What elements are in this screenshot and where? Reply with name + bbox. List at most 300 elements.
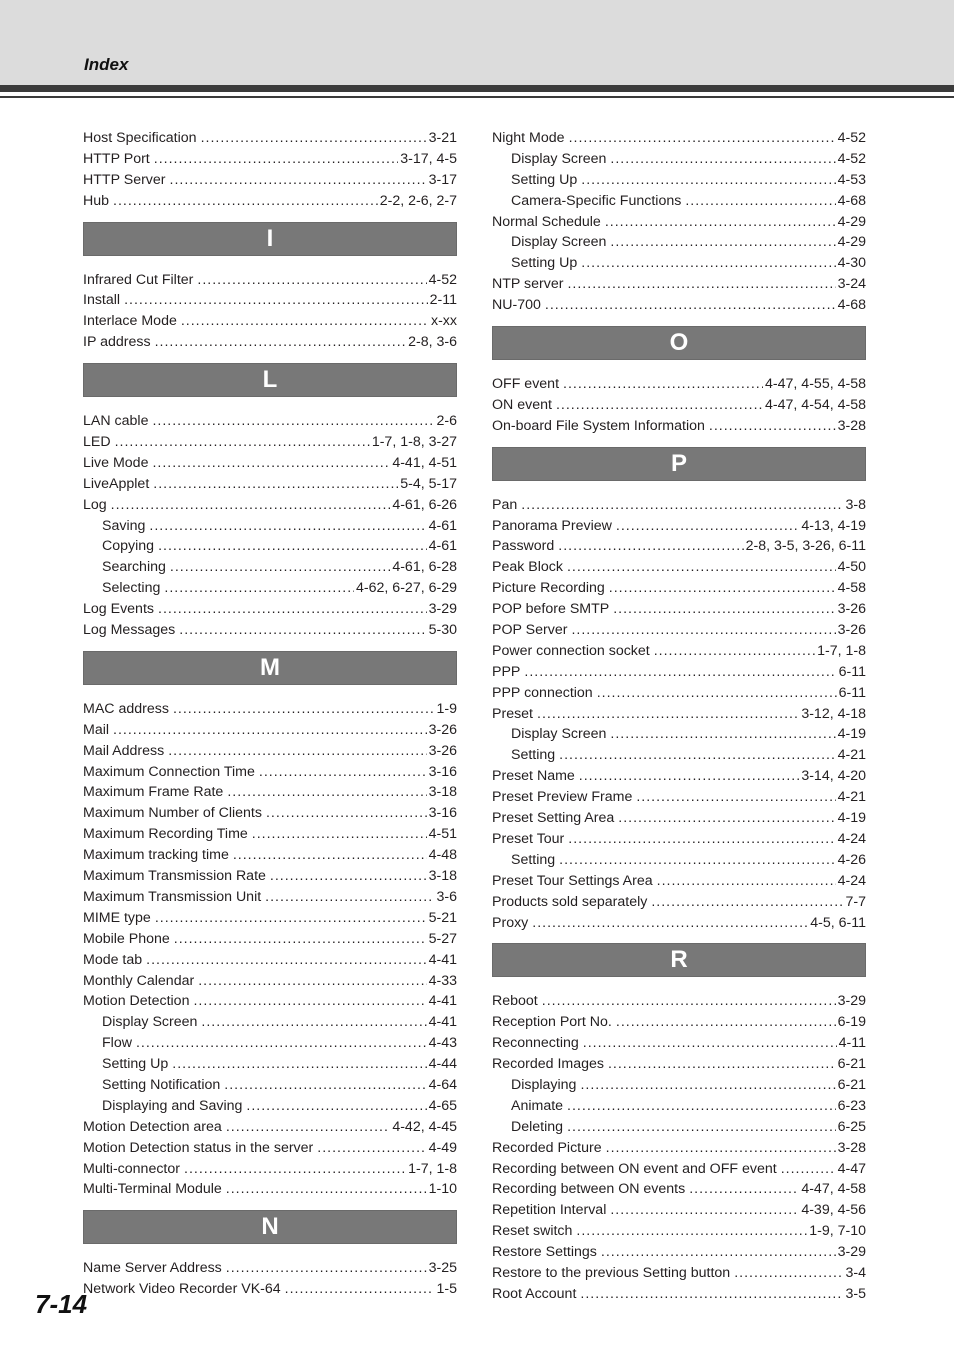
dot-leader [113, 720, 427, 741]
entry-pages: 3-17 [428, 171, 457, 188]
index-entry [492, 495, 866, 516]
index-entry [492, 1054, 866, 1075]
dot-leader [556, 395, 763, 416]
index-entry [83, 824, 457, 845]
dot-leader [113, 191, 378, 212]
entry-pages: 3-18 [428, 868, 457, 885]
dot-leader [542, 991, 836, 1012]
entry-pages: 3-28 [837, 1139, 866, 1156]
entry-pages: 6-23 [837, 1097, 866, 1114]
entry-term: Preset Tour Settings Area [492, 872, 653, 889]
index-entry [83, 599, 457, 620]
index-entry [83, 1159, 457, 1180]
entry-pages: 3-18 [428, 784, 457, 801]
entry-term: Reception Port No. [492, 1014, 612, 1031]
dot-leader [155, 908, 427, 929]
entry-term: MAC address [83, 700, 169, 717]
entry-term: Power connection socket [492, 642, 650, 659]
dot-leader [583, 1033, 837, 1054]
index-entry [83, 290, 457, 311]
index-subentry [492, 1075, 866, 1096]
entry-pages: 4-61, 6-26 [392, 496, 457, 513]
entry-term: PPP [492, 663, 521, 680]
entry-pages: 4-42, 4-45 [392, 1118, 457, 1135]
entry-pages: 4-47, 4-58 [801, 1181, 866, 1198]
entry-term: Preset Preview Frame [492, 789, 633, 806]
index-entry [492, 1033, 866, 1054]
index-column-left [83, 128, 457, 1300]
index-entry [492, 1138, 866, 1159]
index-entry [492, 516, 866, 537]
entry-term: Install [83, 292, 121, 309]
entry-term: Maximum Recording Time [83, 826, 248, 843]
index-entry [492, 416, 866, 437]
entry-term: Display Screen [511, 150, 607, 167]
index-entry [492, 578, 866, 599]
dot-leader [136, 1033, 427, 1054]
dot-leader [174, 929, 427, 950]
entry-term: Displaying [511, 1076, 577, 1093]
dot-leader [521, 495, 843, 516]
entry-pages: 3-29 [837, 1244, 866, 1261]
entry-pages: 4-24 [837, 830, 866, 847]
entry-pages: 4-13, 4-19 [801, 517, 866, 534]
entry-term: Setting Up [102, 1056, 169, 1073]
index-entry [492, 620, 866, 641]
dot-leader [224, 1075, 426, 1096]
index-entry [83, 929, 457, 950]
dot-leader [545, 295, 836, 316]
dot-leader [580, 1284, 843, 1305]
index-entry [492, 641, 866, 662]
entry-term: Pan [492, 496, 518, 513]
index-subentry [83, 1096, 457, 1117]
index-entry [492, 991, 866, 1012]
index-entry [492, 1200, 866, 1221]
entry-term: Animate [511, 1097, 564, 1114]
entry-pages: 1-9 [436, 700, 457, 717]
dot-leader [155, 332, 407, 353]
index-entry [83, 866, 457, 887]
entry-pages: 4-50 [837, 559, 866, 576]
entry-term: Setting [511, 747, 556, 764]
dot-leader [173, 699, 435, 720]
entry-term: POP Server [492, 622, 568, 639]
entry-pages: 3-24 [837, 276, 866, 293]
dot-leader [609, 578, 836, 599]
entry-pages: 3-26 [428, 721, 457, 738]
dot-leader [563, 374, 763, 395]
dot-leader [233, 845, 427, 866]
index-entry [492, 1242, 866, 1263]
entry-pages: 4-41, 4-51 [392, 454, 457, 471]
entry-pages: 4-39, 4-56 [801, 1202, 866, 1219]
entry-term: OFF event [492, 376, 560, 393]
entry-term: Maximum tracking time [83, 847, 229, 864]
index-entry [83, 332, 457, 353]
dot-leader [734, 1263, 843, 1284]
dot-leader [197, 270, 426, 291]
dot-leader [567, 557, 836, 578]
entry-pages: 4-52 [837, 150, 866, 167]
index-entry [83, 128, 457, 149]
index-entry [83, 1179, 457, 1200]
entry-term: Mail [83, 721, 110, 738]
dot-leader [610, 724, 835, 745]
dot-leader [152, 453, 390, 474]
entry-pages: 1-7, 1-8 [408, 1160, 457, 1177]
entry-term: Panorama Preview [492, 517, 612, 534]
dot-leader [226, 1117, 391, 1138]
index-entry [492, 704, 866, 725]
entry-pages: 4-44 [428, 1056, 457, 1073]
entry-term: Normal Schedule [492, 213, 601, 230]
entry-term: Night Mode [492, 130, 565, 146]
index-entry [492, 787, 866, 808]
dot-leader [606, 1138, 836, 1159]
index-entry [492, 295, 866, 316]
index-entry [83, 474, 457, 495]
entry-term: Restore to the previous Setting button [492, 1264, 731, 1281]
dot-leader [610, 232, 835, 253]
section-letter-o: O [492, 326, 866, 360]
entry-term: Setting Up [511, 171, 578, 188]
index-subentry [83, 578, 457, 599]
entry-pages: 1-5 [436, 1281, 457, 1298]
entry-term: Peak Block [492, 559, 563, 576]
dot-leader [226, 1258, 427, 1279]
index-entry [83, 311, 457, 332]
entry-term: Interlace Mode [83, 313, 177, 330]
entry-pages: 4-47, 4-55, 4-58 [765, 376, 866, 393]
index-entry [492, 913, 866, 934]
index-entry [83, 149, 457, 170]
index-subentry [83, 536, 457, 557]
index-entry [83, 191, 457, 212]
entry-pages: 6-25 [837, 1118, 866, 1135]
dot-leader [115, 432, 370, 453]
dot-leader [651, 892, 843, 913]
entry-term: Preset Name [492, 768, 575, 785]
dot-leader [164, 578, 354, 599]
entry-pages: 3-26 [837, 601, 866, 618]
index-entry [83, 782, 457, 803]
index-subentry [83, 1012, 457, 1033]
entry-term: Display Screen [102, 1014, 198, 1031]
dot-leader [226, 1179, 427, 1200]
entry-pages: 3-17, 4-5 [400, 150, 457, 167]
index-subentry [492, 232, 866, 253]
entry-pages: 5-27 [428, 930, 457, 947]
dot-leader [654, 641, 815, 662]
entry-term: Searching [102, 559, 166, 576]
entry-pages: 4-21 [837, 789, 866, 806]
entry-term: Motion Detection [83, 993, 190, 1010]
entry-pages: 4-64 [428, 1076, 457, 1093]
dot-leader [709, 416, 836, 437]
section-letter-n: N [83, 1210, 457, 1244]
index-entry [83, 170, 457, 191]
dot-leader [568, 829, 835, 850]
dot-leader [317, 1138, 426, 1159]
index-entry [492, 212, 866, 233]
entry-term: Network Video Recorder VK-64 [83, 1281, 281, 1298]
dot-leader [168, 741, 426, 762]
entry-term: Infrared Cut Filter [83, 271, 194, 288]
dot-leader [252, 824, 427, 845]
entry-term: Repetition Interval [492, 1202, 607, 1219]
header-title: Index [84, 55, 129, 74]
index-entry [83, 762, 457, 783]
dot-leader [605, 212, 836, 233]
entry-pages: 5-21 [428, 909, 457, 926]
dot-leader [559, 745, 835, 766]
entry-pages: 6-21 [837, 1056, 866, 1073]
index-entry [83, 950, 457, 971]
index-entry [83, 620, 457, 641]
entry-pages: 4-48 [428, 847, 457, 864]
index-entry [83, 1279, 457, 1300]
entry-pages: 4-29 [837, 234, 866, 251]
index-subentry [492, 253, 866, 274]
dot-leader [265, 887, 434, 908]
entry-pages: 5-30 [428, 622, 457, 639]
entry-pages: 1-10 [428, 1181, 457, 1198]
entry-pages: 4-47, 4-54, 4-58 [765, 396, 866, 413]
dot-leader [227, 782, 426, 803]
index-entry [83, 411, 457, 432]
index-entry [492, 1263, 866, 1284]
index-subentry [83, 516, 457, 537]
index-entry [83, 803, 457, 824]
entry-pages: 4-19 [837, 726, 866, 743]
entry-pages: 3-6 [436, 888, 457, 905]
page-number: 7-14 [35, 1289, 88, 1319]
entry-term: Picture Recording [492, 580, 605, 597]
index-entry [83, 741, 457, 762]
index-entry [492, 395, 866, 416]
dot-leader [193, 991, 426, 1012]
entry-term: Motion Detection area [83, 1118, 222, 1135]
index-entry [492, 374, 866, 395]
entry-term: Reset switch [492, 1223, 573, 1240]
entry-term: Log [83, 496, 107, 513]
entry-term: Setting [511, 851, 556, 868]
entry-term: Hub [83, 192, 110, 209]
dot-leader [259, 762, 427, 783]
entry-pages: 6-19 [837, 1014, 866, 1031]
entry-pages: 1-7, 1-8 [817, 642, 866, 659]
entry-pages: 4-65 [428, 1097, 457, 1114]
dot-leader [537, 704, 799, 725]
section-letter-m: M [83, 651, 457, 685]
dot-leader [172, 1054, 426, 1075]
entry-term: Log Messages [83, 622, 176, 639]
dot-leader [610, 149, 835, 170]
page-header [0, 0, 954, 85]
entry-term: Selecting [102, 580, 161, 597]
entry-pages: 3-28 [837, 417, 866, 434]
entry-term: NU-700 [492, 297, 541, 314]
entry-term: Recorded Picture [492, 1139, 602, 1156]
entry-pages: 4-11 [838, 1035, 866, 1052]
dot-leader [608, 1054, 836, 1075]
index-entry [492, 829, 866, 850]
index-entry [83, 991, 457, 1012]
entry-term: MIME type [83, 909, 151, 926]
index-entry [492, 766, 866, 787]
header-rule-thick [0, 85, 954, 92]
index-entry [492, 1012, 866, 1033]
dot-leader [581, 170, 835, 191]
dot-leader [524, 662, 836, 683]
index-subentry [492, 170, 866, 191]
entry-pages: 4-26 [837, 851, 866, 868]
entry-pages: 4-19 [837, 810, 866, 827]
entry-pages: 4-61, 6-28 [392, 559, 457, 576]
dot-leader [111, 495, 391, 516]
entry-pages: 2-11 [429, 292, 457, 309]
entry-pages: 6-11 [838, 684, 866, 701]
entry-pages: 3-26 [837, 622, 866, 639]
index-entry [492, 808, 866, 829]
entry-term: Copying [102, 538, 155, 555]
entry-pages: 3-29 [428, 601, 457, 618]
entry-term: Mail Address [83, 742, 165, 759]
entry-pages: 4-58 [837, 580, 866, 597]
entry-pages: 3-29 [837, 993, 866, 1010]
index-subentry [492, 191, 866, 212]
entry-pages: 4-30 [837, 255, 866, 272]
entry-pages: 3-12, 4-18 [801, 705, 866, 722]
entry-term: Mode tab [83, 951, 143, 968]
entry-pages: 4-33 [428, 972, 457, 989]
section-letter-i: I [83, 222, 457, 256]
entry-pages: 4-43 [428, 1035, 457, 1052]
entry-term: Setting Up [511, 255, 578, 272]
entry-term: ON event [492, 396, 552, 413]
dot-leader [636, 787, 835, 808]
entry-pages: 4-24 [837, 872, 866, 889]
index-entry [492, 599, 866, 620]
entry-term: Recorded Images [492, 1056, 604, 1073]
index-entry [83, 495, 457, 516]
dot-leader [149, 516, 426, 537]
index-entry [83, 720, 457, 741]
dot-leader [201, 1012, 426, 1033]
dot-leader [781, 1159, 836, 1180]
entry-pages: 4-47 [837, 1160, 866, 1177]
dot-leader [152, 411, 434, 432]
entry-pages: 3-16 [428, 763, 457, 780]
dot-leader [170, 557, 390, 578]
entry-term: Recording between ON events [492, 1181, 686, 1198]
index-column-right [492, 128, 866, 1305]
entry-term: LiveApplet [83, 475, 150, 492]
index-entry [492, 871, 866, 892]
entry-pages: 4-62, 6-27, 6-29 [356, 580, 457, 597]
index-entry [492, 1159, 866, 1180]
dot-leader [146, 950, 426, 971]
entry-term: Flow [102, 1035, 132, 1052]
entry-pages: 4-68 [837, 192, 866, 209]
dot-leader [569, 128, 836, 149]
dot-leader [616, 516, 799, 537]
entry-term: Preset [492, 705, 534, 722]
index-entry [492, 1179, 866, 1200]
entry-pages: 4-61 [428, 538, 457, 555]
entry-term: Name Server Address [83, 1260, 222, 1277]
entry-pages: 5-4, 5-17 [400, 475, 457, 492]
entry-term: Maximum Transmission Rate [83, 868, 266, 885]
index-entry [492, 683, 866, 704]
index-entry [83, 453, 457, 474]
dot-leader [559, 850, 835, 871]
dot-leader [181, 311, 429, 332]
dot-leader [266, 803, 427, 824]
index-subentry [83, 557, 457, 578]
index-entry [492, 1284, 866, 1305]
entry-term: Live Mode [83, 454, 149, 471]
entry-term: Motion Detection status in the server [83, 1139, 314, 1156]
dot-leader [170, 170, 427, 191]
entry-term: Products sold separately [492, 893, 648, 910]
section-letter-l: L [83, 363, 457, 397]
dot-leader [581, 253, 835, 274]
dot-leader [613, 599, 835, 620]
entry-term: NTP server [492, 276, 564, 293]
dot-leader [610, 1200, 799, 1221]
entry-term: POP before SMTP [492, 601, 610, 618]
dot-leader [154, 149, 398, 170]
dot-leader [576, 1221, 807, 1242]
entry-term: Monthly Calendar [83, 972, 195, 989]
entry-pages: 3-5 [845, 1285, 866, 1302]
index-entry [492, 662, 866, 683]
entry-term: Deleting [511, 1118, 564, 1135]
index-subentry [492, 745, 866, 766]
entry-pages: 4-61 [428, 517, 457, 534]
index-subentry [83, 1054, 457, 1075]
entry-term: LAN cable [83, 413, 149, 430]
index-entry [83, 845, 457, 866]
index-entry [83, 887, 457, 908]
entry-pages: 4-41 [428, 951, 457, 968]
index-subentry [83, 1075, 457, 1096]
entry-pages: 3-26 [428, 742, 457, 759]
entry-pages: 6-11 [838, 663, 866, 680]
entry-term: Display Screen [511, 726, 607, 743]
entry-term: Log Events [83, 601, 154, 618]
index-entry [492, 274, 866, 295]
entry-pages: 1-9, 7-10 [809, 1223, 866, 1240]
entry-pages: 4-41 [428, 1014, 457, 1031]
dot-leader [567, 1117, 836, 1138]
index-entry [83, 1138, 457, 1159]
dot-leader [571, 620, 835, 641]
entry-term: HTTP Server [83, 171, 166, 188]
entry-pages: 3-8 [845, 496, 866, 513]
entry-pages: 6-21 [837, 1076, 866, 1093]
entry-term: Maximum Number of Clients [83, 805, 262, 822]
index-entry [83, 971, 457, 992]
index-entry [83, 432, 457, 453]
dot-leader [657, 871, 836, 892]
entry-pages: 3-14, 4-20 [801, 768, 866, 785]
entry-term: Saving [102, 517, 146, 534]
entry-pages: 2-2, 2-6, 2-7 [379, 192, 457, 209]
dot-leader [285, 1279, 435, 1300]
